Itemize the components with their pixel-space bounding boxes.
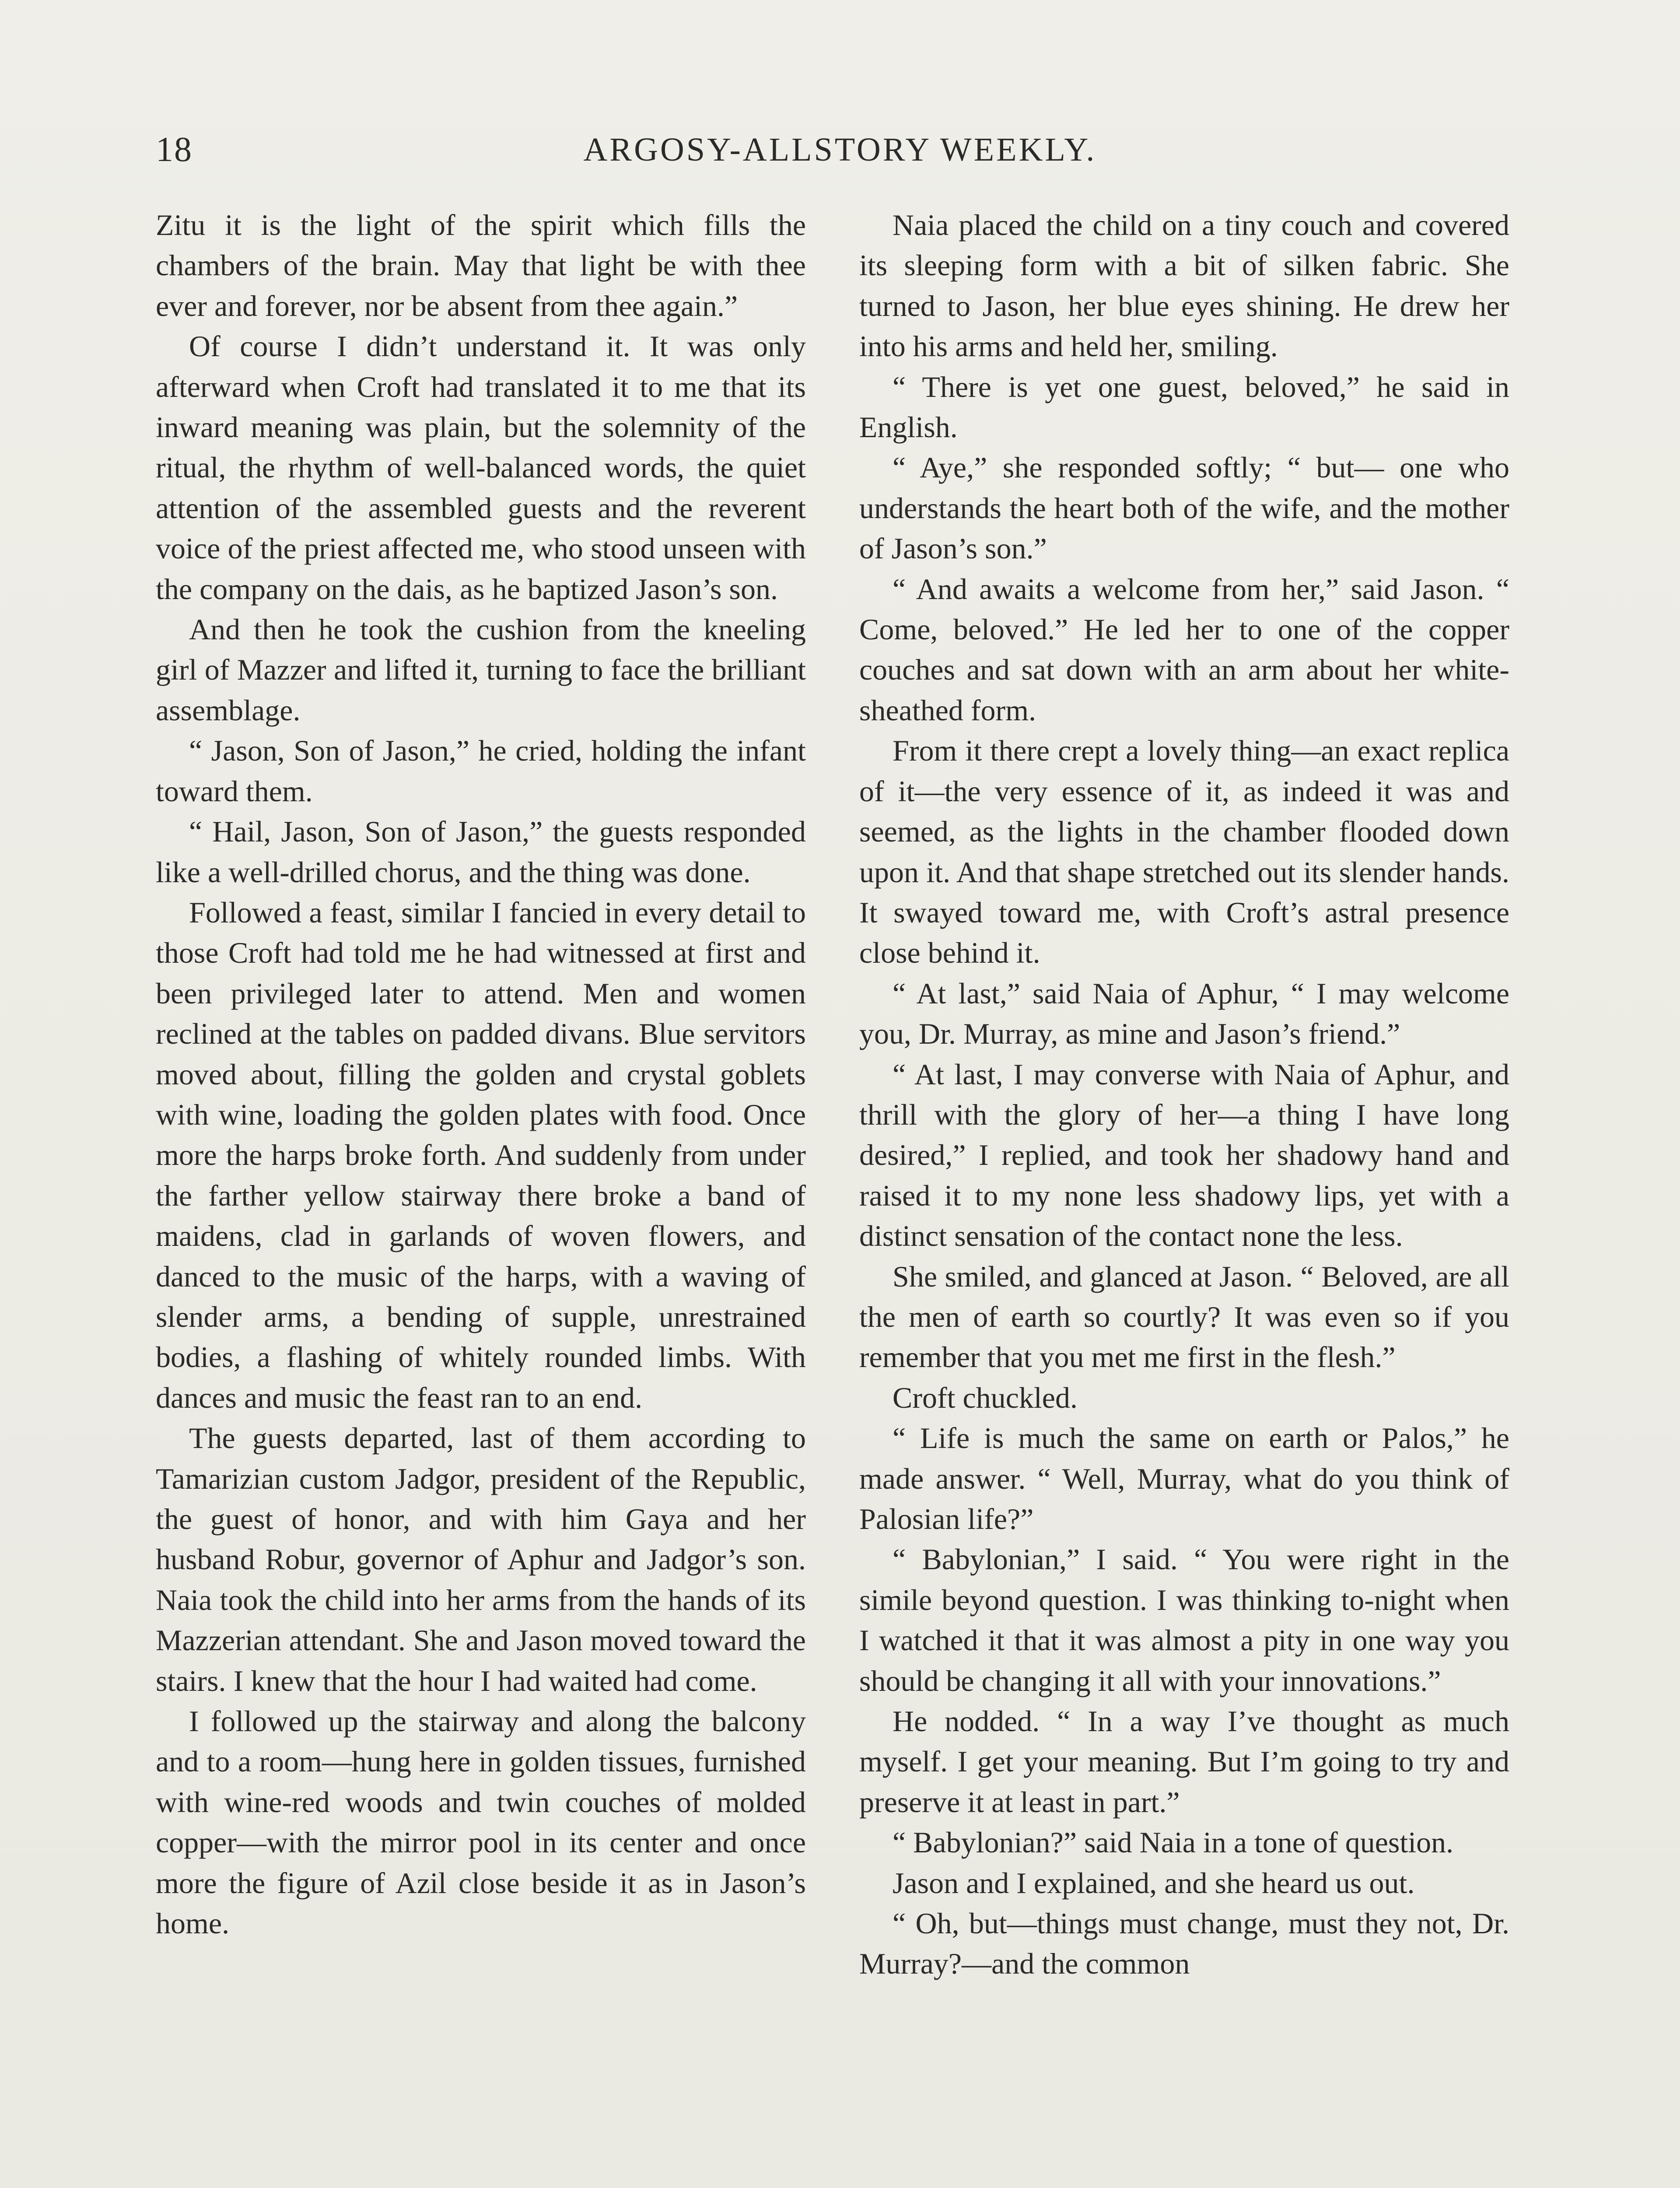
paragraph: Croft chuckled.: [892, 1381, 1078, 1414]
paragraph: Of course I didn’t understand it. It was only afterward when Croft had translated it to me that its inward meaning was plain, but the solemnity of the ritual, the rhythm of well-balanced words, the quiet attention of the assembled guests and the reverent voice of the priest affected me, who stood unseen with the company on the dais, as he baptized Jason’s son.: [156, 330, 806, 606]
page-number: 18: [156, 130, 192, 169]
paragraph: From it there crept a lovely thing—an exact replica of it—the very essence of it, as indeed it was and seemed, as the lights in the chamber flooded down upon it. And that shape stretched out its slender hands. It swayed toward me, with Croft’s astral presence close behind it.: [859, 734, 1509, 970]
paragraph: Jason and I explained, and she heard us out.: [892, 1866, 1415, 1900]
running-head: ARGOSY-ALLSTORY WEEKLY.: [583, 131, 1097, 168]
paragraph: “ Oh, but—things must change, must they not, Dr. Murray?—and the common: [859, 1907, 1509, 1981]
paragraph: “ There is yet one guest, beloved,” he said in English.: [859, 370, 1509, 444]
paragraph: “ Jason, Son of Jason,” he cried, holding the infant toward them.: [156, 734, 806, 808]
paragraph: “ Babylonian,” I said. “ You were right in the simile beyond question. I was thinking to-night when I watched it that it was almost a pity in one way you should be changing it all with your innovations.”: [859, 1543, 1509, 1697]
paragraph: She smiled, and glanced at Jason. “ Beloved, are all the men of earth so courtly? It was even so if you remember that you met me first in the flesh.”: [859, 1259, 1509, 1374]
paragraph: “ And awaits a welcome from her,” said Jason. “ Come, beloved.” He led her to one of the copper couches and sat down with an arm about her white-sheathed form.: [859, 572, 1509, 727]
paragraph: “ Aye,” she responded softly; “ but— one who understands the heart both of the wife, and the mother of Jason’s son.”: [859, 451, 1509, 565]
page-header: [156, 128, 1524, 172]
paragraph: He nodded. “ In a way I’ve thought as much myself. I get your meaning. But I’m going to try and preserve it at least in part.”: [859, 1704, 1509, 1819]
paragraph: Followed a feast, similar I fancied in every detail to those Croft had told me he had witnessed at first and been privileged later to attend. Men and women reclined at the tables on padded divans. Blue servitors moved about, filling the golden and crystal goblets with wine, loading the golden plates with food. Once more the harps broke forth. And suddenly from under the farther yellow stairway there broke a band of maidens, clad in garlands of woven flowers, and danced to the music of the harps, with a waving of slender arms, a bending of supple, unrestrained bodies, a flashing of whitely rounded limbs. With dances and music the feast ran to an end.: [156, 895, 806, 1414]
paragraph: “ Babylonian?” said Naia in a tone of question.: [892, 1826, 1454, 1859]
paragraph: Zitu it is the light of the spirit which fills the chambers of the brain. May that light be with thee ever and forever, nor be absent from thee again.”: [156, 208, 806, 323]
paragraph: Naia placed the child on a tiny couch and covered its sleeping form with a bit of silken fabric. She turned to Jason, her blue eyes shining. He drew her into his arms and held her, smiling.: [859, 208, 1509, 363]
paragraph: “ Hail, Jason, Son of Jason,” the guests responded like a well-drilled chorus, and the thing was done.: [156, 815, 806, 889]
left-column: [156, 205, 806, 2188]
paragraph: “ At last, I may converse with Naia of Aphur, and thrill with the glory of her—a thing I have long desired,” I replied, and took her shadowy hand and raised it to my none less shadowy lips, yet with a distinct sensation of the contact none the less.: [859, 1057, 1509, 1253]
right-column: [859, 205, 1509, 2188]
paragraph: “ At last,” said Naia of Aphur, “ I may welcome you, Dr. Murray, as mine and Jason’s friend.”: [859, 976, 1509, 1051]
paragraph: And then he took the cushion from the kneeling girl of Mazzer and lifted it, turning to face the brilliant assemblage.: [156, 613, 806, 727]
paragraph: “ Life is much the same on earth or Palos,” he made answer. “ Well, Murray, what do you think of Palosian life?”: [859, 1421, 1509, 1536]
paragraph: I followed up the stairway and along the balcony and to a room—hung here in golden tissues, furnished with wine-red woods and twin couches of molded copper—with the mirror pool in its center and once more the figure of Azil close beside it as in Jason’s home.: [156, 1704, 806, 1940]
paragraph: The guests departed, last of them according to Tamarizian custom Jadgor, president of the Republic, the guest of honor, and with him Gaya and her husband Robur, governor of Aphur and Jadgor’s son. Naia took the child into her arms from the hands of its Mazzerian attendant. She and Jason moved toward the stairs. I knew that the hour I had waited had come.: [156, 1421, 806, 1697]
